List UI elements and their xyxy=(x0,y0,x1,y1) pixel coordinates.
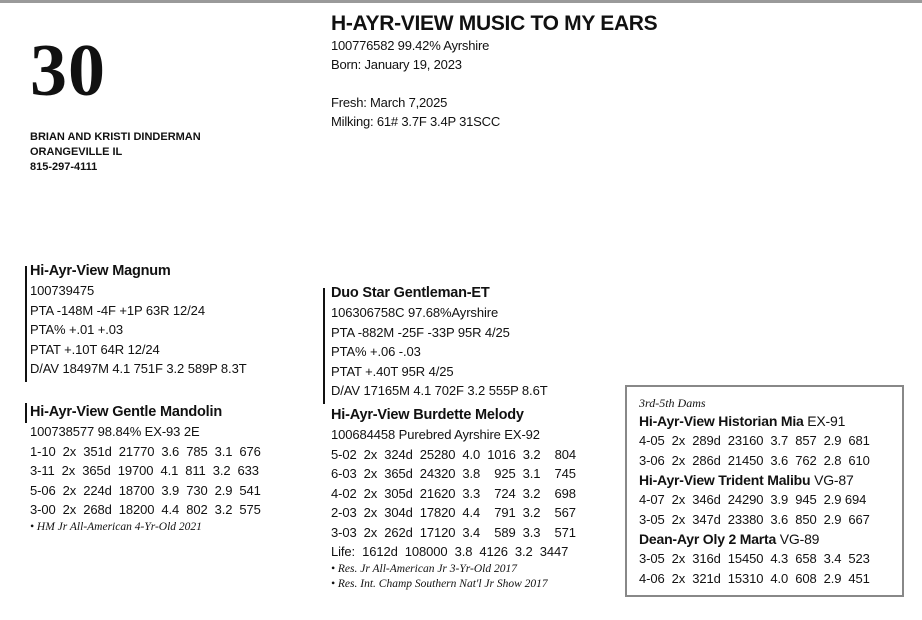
granddam-line: 100738577 98.84% EX-93 2E xyxy=(30,424,200,439)
sire-line: PTAT +.40T 95R 4/25 xyxy=(331,363,454,379)
sire-name: Duo Star Gentleman-ET xyxy=(331,285,490,301)
sire-block xyxy=(331,283,548,401)
spacer xyxy=(331,74,657,93)
dam-block xyxy=(331,405,576,592)
fourth-dam-heading xyxy=(639,470,870,490)
animal-fresh-date: Fresh: March 7,2025 xyxy=(331,95,448,110)
lot-number: 30 xyxy=(30,30,106,112)
dam-award-note: • Res. Int. Champ Southern Nat'l Jr Show 2017 xyxy=(331,577,548,590)
dam-lifetime-record: Life: 1612d 108000 3.8 4126 3.2 3447 xyxy=(331,544,569,559)
fifth-dam-record: 4-06 2x 321d 15310 4.0 608 2.9 451 xyxy=(639,570,870,586)
dam-name: Hi-Ayr-View Burdette Melody xyxy=(331,407,524,423)
dam-record: 2-03 2x 304d 17820 4.4 791 3.2 567 xyxy=(331,505,576,520)
dam-award-note: • Res. Jr All-American Jr 3-Yr-Old 2017 xyxy=(331,562,517,575)
granddam-record: 3-11 2x 365d 19700 4.1 811 3.2 633 xyxy=(30,463,259,478)
animal-birthdate: Born: January 19, 2023 xyxy=(331,57,462,72)
dam-line: 100684458 Purebred Ayrshire EX-92 xyxy=(331,427,540,442)
fifth-dam-name: Dean-Ayr Oly 2 Marta xyxy=(639,531,777,547)
consignor-city: ORANGEVILLE IL xyxy=(30,146,123,158)
granddam-record: 1-10 2x 351d 21770 3.6 785 3.1 676 xyxy=(30,443,261,459)
third-dam-name: Hi-Ayr-View Historian Mia xyxy=(639,413,804,429)
maternal-grandsire-line: PTA% +.01 +.03 xyxy=(30,322,124,337)
top-border xyxy=(0,0,922,3)
dam-record: 4-02 2x 305d 21620 3.3 724 3.2 698 xyxy=(331,485,576,501)
animal-header xyxy=(331,12,657,131)
maternal-grandsire-name: Hi-Ayr-View Magnum xyxy=(30,263,171,279)
dam-record: 3-03 2x 262d 17120 3.4 589 3.3 571 xyxy=(331,524,576,540)
pedigree-bracket-granddam xyxy=(25,403,27,423)
dam-record: 5-02 2x 324d 25280 4.0 1016 3.2 804 xyxy=(331,446,576,462)
third-dam-score: EX-91 xyxy=(803,413,846,429)
further-dams-box xyxy=(625,385,904,597)
granddam-record: 5-06 2x 224d 18700 3.9 730 2.9 541 xyxy=(30,482,261,498)
maternal-grandsire-block xyxy=(30,261,247,379)
pedigree-bracket-grandsire xyxy=(25,266,27,382)
maternal-grandsire-line: PTA -148M -4F +1P 63R 12/24 xyxy=(30,302,205,318)
third-dam-record: 3-06 2x 286d 21450 3.6 762 2.8 610 xyxy=(639,452,870,468)
consignor-phone: 815-297-4111 xyxy=(30,161,98,173)
consignor-block xyxy=(30,130,201,175)
sire-line: PTA% +.06 -.03 xyxy=(331,344,421,359)
animal-milking-record: Milking: 61# 3.7F 3.4P 31SCC xyxy=(331,114,501,129)
third-dam-heading xyxy=(639,411,870,431)
sire-line: PTA -882M -25F -33P 95R 4/25 xyxy=(331,324,510,340)
fifth-dam-heading xyxy=(639,529,870,549)
consignor-name: BRIAN AND KRISTI DINDERMAN xyxy=(30,131,201,143)
granddam-record: 3-00 2x 268d 18200 4.4 802 3.2 575 xyxy=(30,502,261,517)
animal-registration: 100776582 99.42% Ayrshire xyxy=(331,38,490,53)
maternal-grandsire-line: D/AV 18497M 4.1 751F 3.2 589P 8.3T xyxy=(30,361,247,376)
fourth-dam-name: Hi-Ayr-View Trident Malibu xyxy=(639,472,811,488)
further-dams-title: 3rd-5th Dams xyxy=(639,396,706,410)
third-dam-record: 4-05 2x 289d 23160 3.7 857 2.9 681 xyxy=(639,433,870,448)
fourth-dam-record: 3-05 2x 347d 23380 3.6 850 2.9 667 xyxy=(639,511,870,527)
pedigree-bracket-sire xyxy=(323,288,325,404)
fourth-dam-record: 4-07 2x 346d 24290 3.9 945 2.9 694 xyxy=(639,492,867,507)
maternal-grandsire-line: 100739475 xyxy=(30,283,95,298)
sire-line: 106306758C 97.68%Ayrshire xyxy=(331,305,499,320)
granddam-name: Hi-Ayr-View Gentle Mandolin xyxy=(30,404,222,420)
fourth-dam-score: VG-87 xyxy=(810,472,854,488)
sire-line: D/AV 17165M 4.1 702F 3.2 555P 8.6T xyxy=(331,383,548,398)
fifth-dam-record: 3-05 2x 316d 15450 4.3 658 3.4 523 xyxy=(639,551,870,566)
granddam-award-note: • HM Jr All-American 4-Yr-Old 2021 xyxy=(30,520,202,533)
dam-record: 6-03 2x 365d 24320 3.8 925 3.1 745 xyxy=(331,466,576,481)
animal-name: H-AYR-VIEW MUSIC TO MY EARS xyxy=(331,12,658,35)
fifth-dam-score: VG-89 xyxy=(776,531,820,547)
maternal-grandsire-line: PTAT +.10T 64R 12/24 xyxy=(30,341,160,357)
granddam-block xyxy=(30,402,261,535)
